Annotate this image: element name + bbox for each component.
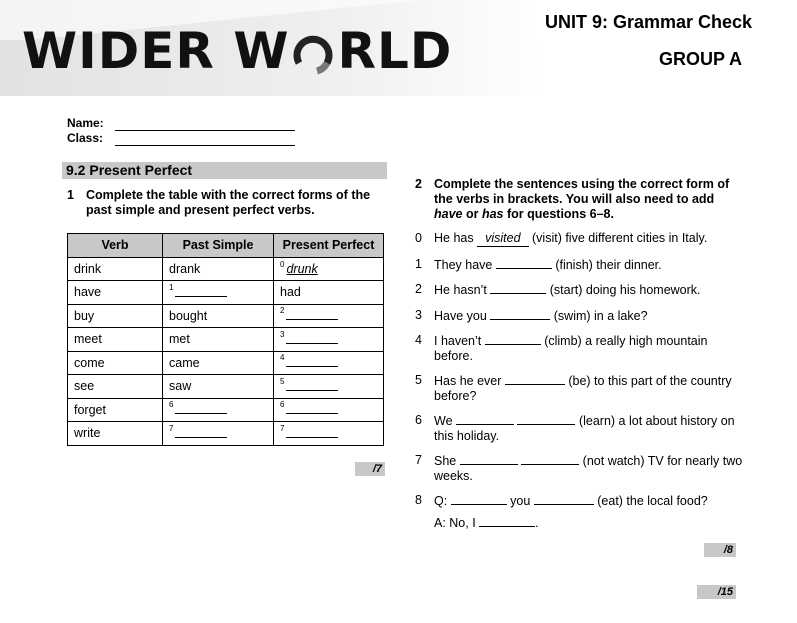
answer-blank[interactable]	[485, 333, 541, 345]
answer-blank[interactable]	[460, 453, 518, 465]
table-row	[68, 281, 384, 305]
item-number: 1	[169, 282, 174, 292]
cell-text: drank	[169, 261, 201, 276]
answer-blank[interactable]	[286, 355, 338, 367]
verb-cell	[68, 398, 163, 422]
cell-text: have	[74, 285, 102, 300]
perfect-cell	[274, 351, 384, 375]
item-number: 6	[280, 400, 285, 410]
col-past-simple: Past Simple	[163, 234, 274, 258]
sentence-3: 3 Have you (swim) in a lake?	[415, 307, 648, 323]
past-cell	[163, 328, 274, 352]
example-answer: drunk	[286, 261, 318, 276]
sentence-8: 8 Q: you (eat) the local food?	[415, 493, 708, 508]
class-field[interactable]	[115, 135, 295, 146]
past-cell	[163, 281, 274, 305]
sentence-8-answer: A: No, I .	[434, 515, 539, 530]
past-cell	[163, 422, 274, 446]
item-number: 7	[280, 423, 285, 433]
item-number: 0	[280, 259, 285, 269]
item-number: 4	[280, 353, 285, 363]
cell-text: meet	[74, 332, 102, 347]
sentence-7: 7 She (not watch) TV for nearly two weeks.	[415, 453, 743, 483]
answer-blank[interactable]	[286, 379, 338, 391]
answer-blank[interactable]	[490, 308, 550, 320]
logo-text-left: WIDER W	[22, 22, 290, 80]
sentence-1: 1 They have (finish) their dinner.	[415, 256, 662, 272]
cell-text: saw	[169, 379, 192, 394]
task1-text: Complete the table with the correct forms of the past simple and present perfect verbs.	[86, 188, 371, 217]
past-cell	[163, 304, 274, 328]
cell-text: buy	[74, 308, 95, 323]
item-number: 7	[169, 423, 174, 433]
table-row	[68, 304, 384, 328]
sentence-6: 6 We (learn) a lot about history on this holiday.	[415, 413, 735, 443]
verb-cell	[68, 375, 163, 399]
verb-table	[67, 233, 384, 446]
table-row	[68, 257, 384, 281]
sentence-5: 5 Has he ever (be) to this part of the country before?	[415, 373, 732, 403]
past-cell	[163, 398, 274, 422]
past-cell	[163, 351, 274, 375]
answer-blank[interactable]	[286, 308, 338, 320]
example-answer: visited	[477, 231, 528, 247]
cell-text: come	[74, 355, 105, 370]
name-field[interactable]	[115, 120, 295, 131]
verb-cell	[68, 257, 163, 281]
perfect-cell	[274, 257, 384, 281]
logo-o-icon	[291, 31, 335, 75]
sentence-4: 4 I haven’t (climb) a really high mountain before.	[415, 333, 708, 363]
task2-score: /8	[704, 543, 736, 557]
past-cell	[163, 375, 274, 399]
logo-text-right: RLD	[337, 22, 453, 80]
answer-blank[interactable]	[175, 285, 227, 297]
cell-text: forget	[74, 402, 106, 417]
cell-text: came	[169, 355, 200, 370]
col-verb: Verb	[68, 234, 163, 258]
col-present-perfect: Present Perfect	[274, 234, 384, 258]
verb-cell	[68, 304, 163, 328]
answer-blank[interactable]	[496, 257, 552, 269]
cell-text: write	[74, 426, 101, 441]
verb-cell	[68, 351, 163, 375]
cell-text: had	[280, 285, 301, 300]
group-title: GROUP A	[659, 49, 743, 69]
table-row	[68, 375, 384, 399]
task2-number: 2	[415, 177, 422, 191]
task2-instruction	[415, 177, 745, 222]
answer-blank[interactable]	[490, 282, 546, 294]
task1-number: 1	[67, 188, 74, 202]
perfect-cell	[274, 422, 384, 446]
verb-cell	[68, 281, 163, 305]
perfect-cell	[274, 304, 384, 328]
item-number: 3	[280, 329, 285, 339]
sentence-2: 2 He hasn’t (start) doing his homework.	[415, 282, 701, 297]
item-number: 2	[280, 306, 285, 316]
cell-text: bought	[169, 308, 208, 323]
cell-text: see	[74, 379, 95, 394]
answer-blank[interactable]	[521, 453, 579, 465]
answer-blank[interactable]	[175, 402, 227, 414]
sentence-list	[415, 231, 745, 540]
table-row	[68, 398, 384, 422]
answer-blank[interactable]	[517, 413, 575, 425]
name-label: Name:	[67, 116, 104, 130]
table-row	[68, 328, 384, 352]
past-cell	[163, 257, 274, 281]
item-number: 5	[280, 376, 285, 386]
answer-blank[interactable]	[286, 332, 338, 344]
sentence-0: 0 He has visited (visit) five different cities in Italy.	[415, 231, 708, 245]
answer-blank[interactable]	[286, 426, 338, 438]
answer-blank[interactable]	[505, 373, 565, 385]
answer-blank[interactable]	[456, 413, 514, 425]
perfect-cell	[274, 375, 384, 399]
task2-text: Complete the sentences using the correct form of the verbs in brackets. You will also need to add have or has for questions 6–8.	[434, 177, 730, 221]
cell-text: drink	[74, 261, 102, 276]
answer-blank[interactable]	[175, 426, 227, 438]
wider-world-logo	[22, 22, 452, 80]
verb-cell	[68, 422, 163, 446]
task1-score: /7	[355, 462, 385, 476]
task1-instruction	[67, 188, 377, 218]
answer-blank[interactable]	[479, 515, 535, 527]
cell-text: met	[169, 332, 190, 347]
perfect-cell	[274, 281, 384, 305]
unit-title: UNIT 9: Grammar Check	[545, 12, 753, 32]
student-info	[67, 116, 295, 146]
answer-blank[interactable]	[451, 493, 507, 505]
answer-blank[interactable]	[286, 402, 338, 414]
item-number: 6	[169, 400, 174, 410]
verb-cell	[68, 328, 163, 352]
perfect-cell	[274, 328, 384, 352]
section-title: 9.2 Present Perfect	[62, 162, 387, 179]
total-score: /15	[697, 585, 736, 599]
class-label: Class:	[67, 131, 104, 145]
table-row	[68, 422, 384, 446]
answer-blank[interactable]	[534, 493, 594, 505]
perfect-cell	[274, 398, 384, 422]
table-row	[68, 351, 384, 375]
